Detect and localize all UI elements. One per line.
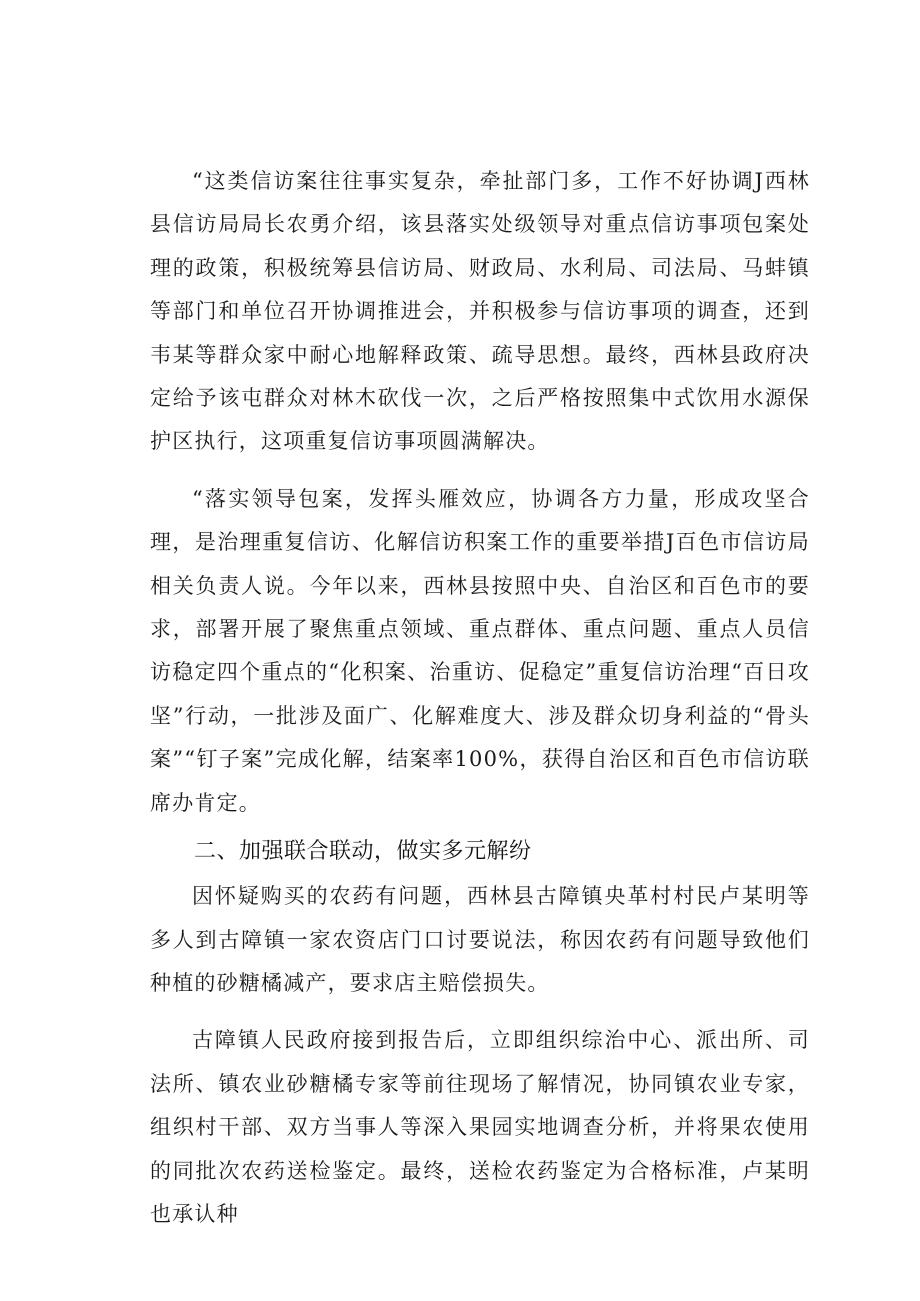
paragraph-leadership-package: “落实领导包案，发挥头雁效应，协调各方力量，形成攻坚合理，是治理重复信访、化解信访积案工作的重要举措J百色市信访局相关负责人说。今年以来，西林县按照中央、自治区和百色市的要求，部署开展了聚焦重点领域、重点群体、重点问题、重点人员信访稳定四个重点的“化积案、治重访、促稳定”重复信访治理“百日攻坚”行动，一批涉及面广、化解难度大、涉及群众切身利益的“骨头案”“钉子案”完成化解，结案率100%，获得自治区和百色市信访联席办肯定。 [150, 486, 810, 815]
paragraph-town-response: 古障镇人民政府接到报告后，立即组织综治中心、派出所、司法所、镇农业砂糖橘专家等前往现场了解情况，协同镇农业专家，组织村干部、双方当事人等深入果园实地调查分析，并将果农使用的同批次农药送检鉴定。最终，送检农药鉴定为合格标准，卢某明也承认种 [150, 1028, 810, 1226]
document-body [150, 160, 810, 1236]
section-heading: 二、加强联合联动，做实多元解纷 [194, 839, 532, 865]
paragraph-pesticide-dispute: 因怀疑购买的农药有问题，西林县古障镇央革村村民卢某明等多人到古障镇一家农资店门口讨要说法，称因农药有问题导致他们种植的砂糖橘减产，要求店主赔偿损失。 [150, 884, 810, 995]
paragraph-petition-case: “这类信访案往往事实复杂，牵扯部门多，工作不好协调J西林县信访局局长农勇介绍，该县落实处级领导对重点信访事项包案处理的政策，积极统筹县信访局、财政局、水利局、司法局、马蚌镇等部门和单位召开协调推进会，并积极参与信访事项的调查，还到韦某等群众家中耐心地解释政策、疏导思想。最终，西林县政府决定给予该屯群众对林木砍伐一次，之后严格按照集中式饮用水源保护区执行，这项重复信访事项圆满解决。 [150, 169, 810, 454]
